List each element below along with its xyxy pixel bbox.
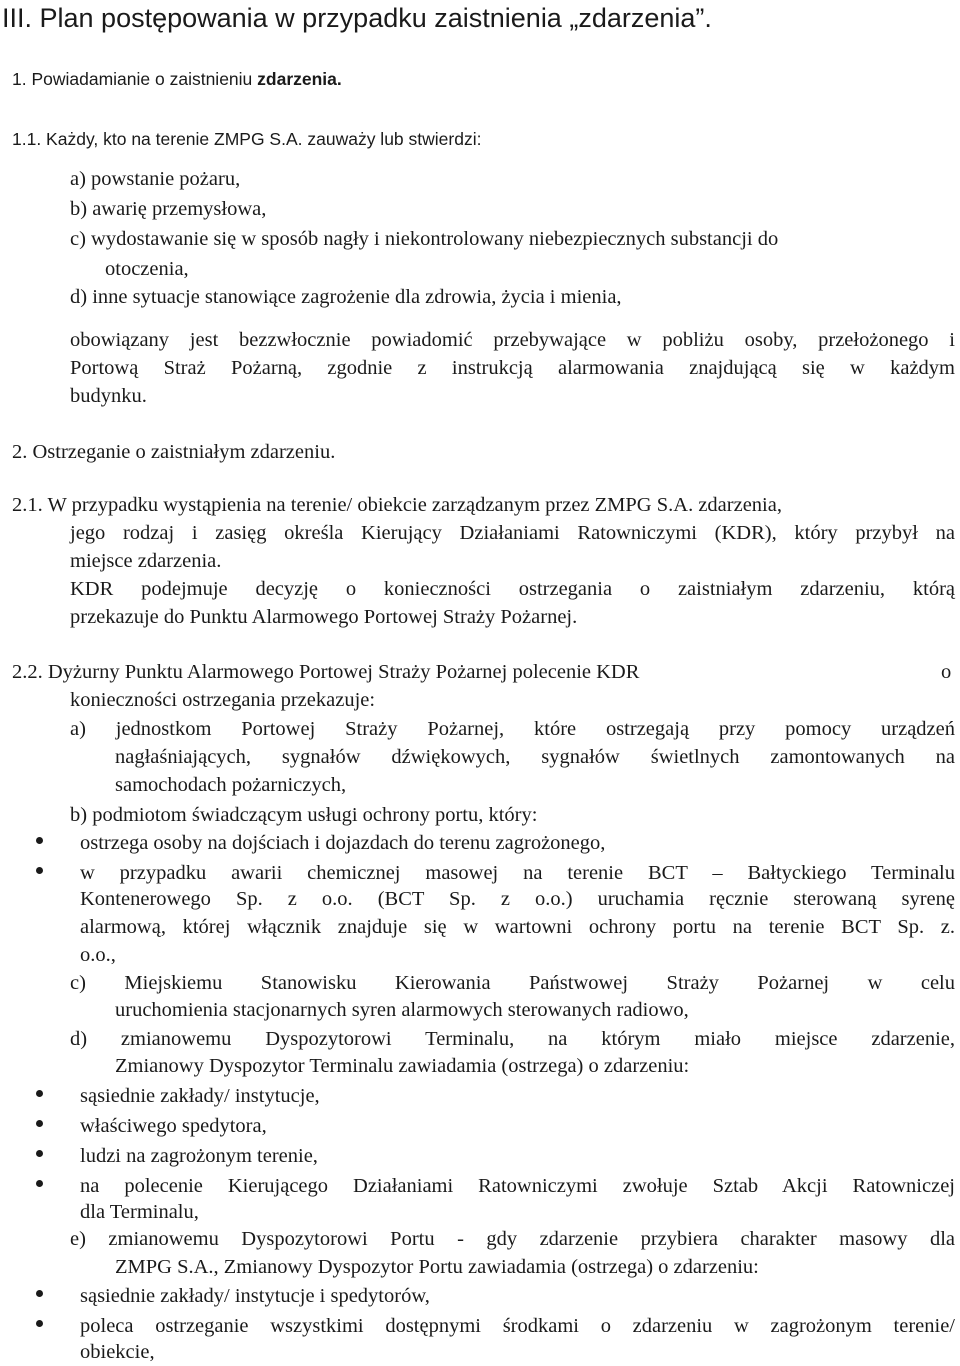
- section-1-heading-bold: zdarzenia.: [257, 69, 342, 89]
- bullet-icon: [36, 1090, 43, 1097]
- list-item-d: d) zmianowemu Dyspozytorowi Terminalu, na którym miało miejsce zdarzenie,: [70, 1028, 955, 1050]
- section-1-1-intro: 1.1. Każdy, kto na terenie ZMPG S.A. zauważy lub stwierdzi:: [12, 129, 482, 149]
- bullet-icon: [36, 1180, 43, 1187]
- bullet-item-continued: obiekcie,: [80, 1341, 155, 1363]
- section-2-heading: 2. Ostrzeganie o zaistniałym zdarzeniu.: [12, 441, 336, 463]
- bullet-item: właściwego spedytora,: [80, 1115, 267, 1137]
- paragraph-line: konieczności ostrzegania przekazuje:: [70, 689, 376, 711]
- list-item-a: a) jednostkom Portowej Straży Pożarnej, które ostrzegają przy pomocy urządzeń: [70, 718, 955, 740]
- bullet-item-continued: Kontenerowego Sp. z o.o. (BCT Sp. z o.o.) uruchamia ręcznie sterowaną syrenę: [80, 888, 955, 910]
- section-1-heading-text: 1. Powiadamianie o zaistnieniu: [12, 69, 258, 89]
- section-2-2-heading: 2.2. Dyżurny Punktu Alarmowego Portowej Straży Pożarnej polecenie KDR: [12, 661, 640, 683]
- list-item: d) inne sytuacje stanowiące zagrożenie dla zdrowia, życia i mienia,: [70, 286, 622, 308]
- bullet-icon: [36, 1150, 43, 1157]
- section-2-2-heading-end: o: [941, 661, 952, 683]
- bullet-icon: [36, 837, 43, 844]
- list-item-continued: samochodach pożarniczych,: [115, 774, 347, 796]
- list-item-e: e) zmianowemu Dyspozytorowi Portu - gdy zdarzenie przybiera charakter masowy dla: [70, 1228, 955, 1250]
- bullet-icon: [36, 867, 43, 874]
- paragraph-line: miejsce zdarzenia.: [70, 550, 222, 572]
- bullet-item-continued: dla Terminalu,: [80, 1201, 199, 1223]
- list-item-continued: uruchomienia stacjonarnych syren alarmowych sterowanych radiowo,: [115, 999, 689, 1021]
- section-title: III. Plan postępowania w przypadku zaistnienia „zdarzenia”.: [2, 3, 712, 33]
- bullet-icon: [36, 1120, 43, 1127]
- bullet-item-continued: o.o.,: [80, 944, 116, 966]
- list-item: b) awarię przemysłowa,: [70, 198, 267, 220]
- bullet-item: poleca ostrzeganie wszystkimi dostępnymi środkami o zdarzeniu w zagrożonym terenie/: [80, 1315, 955, 1337]
- paragraph-line: budynku.: [70, 385, 147, 407]
- list-item-continued: nagłaśniających, sygnałów dźwiękowych, sygnałów świetlnych zamontowanych na: [115, 746, 955, 768]
- list-item-continued: otoczenia,: [105, 258, 189, 280]
- bullet-item: sąsiednie zakłady/ instytucje,: [80, 1085, 320, 1107]
- bullet-item: ostrzega osoby na dojściach i dojazdach do terenu zagrożonego,: [80, 832, 606, 854]
- bullet-item: sąsiednie zakłady/ instytucje i spedytorów,: [80, 1285, 430, 1307]
- bullet-icon: [36, 1320, 43, 1327]
- bullet-item: w przypadku awarii chemicznej masowej na terenie BCT – Bałtyckiego Terminalu: [80, 862, 955, 884]
- paragraph-line: jego rodzaj i zasięg określa Kierujący Działaniami Ratowniczymi (KDR), który przybył na: [70, 522, 955, 544]
- paragraph-line: Portową Straż Pożarną, zgodnie z instrukcją alarmowania znajdującą się w każdym: [70, 357, 955, 379]
- list-item-continued: Zmianowy Dyspozytor Terminalu zawiadamia (ostrzega) o zdarzeniu:: [115, 1055, 690, 1077]
- paragraph-line: obowiązany jest bezzwłocznie powiadomić przebywające w pobliżu osoby, przełożonego i: [70, 329, 955, 351]
- list-item: a) powstanie pożaru,: [70, 168, 241, 190]
- section-1-heading: [12, 66, 342, 92]
- list-item-c: c) Miejskiemu Stanowisku Kierowania Państwowej Straży Pożarnej w celu: [70, 972, 955, 994]
- bullet-item-continued: alarmową, której włącznik znajduje się w wartowni ochrony portu na terenie BCT Sp. z.: [80, 916, 955, 938]
- list-item-b: b) podmiotom świadczącym usługi ochrony portu, który:: [70, 804, 538, 826]
- paragraph-line: 2.1. W przypadku wystąpienia na terenie/ obiekcie zarządzanym przez ZMPG S.A. zdarzenia,: [12, 494, 782, 516]
- paragraph-line: przekazuje do Punktu Alarmowego Portowej Straży Pożarnej.: [70, 606, 578, 628]
- list-item: c) wydostawanie się w sposób nagły i niekontrolowany niebezpiecznych substancji do: [70, 228, 779, 250]
- paragraph-line: KDR podejmuje decyzję o konieczności ostrzegania o zaistniałym zdarzeniu, którą: [70, 578, 955, 600]
- list-item-continued: ZMPG S.A., Zmianowy Dyspozytor Portu zawiadamia (ostrzega) o zdarzeniu:: [115, 1256, 759, 1278]
- bullet-item: na polecenie Kierującego Działaniami Ratowniczymi zwołuje Sztab Akcji Ratowniczej: [80, 1175, 955, 1197]
- bullet-item: ludzi na zagrożonym terenie,: [80, 1145, 318, 1167]
- bullet-icon: [36, 1290, 43, 1297]
